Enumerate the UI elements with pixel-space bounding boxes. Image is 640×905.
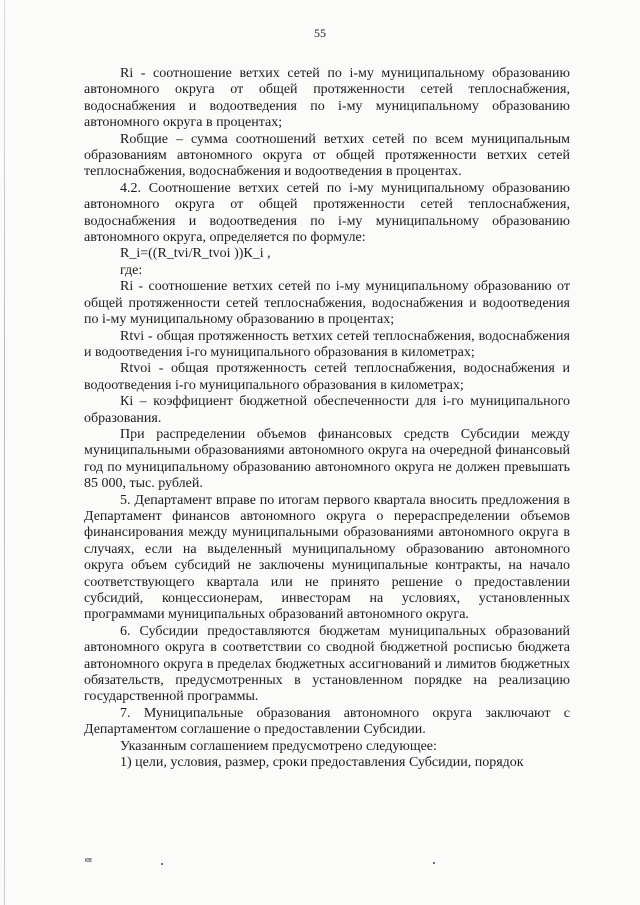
paragraph: Кi – коэффициент бюджетной обеспеченности для i-го муниципального образования. (84, 394, 570, 426)
scan-edge (4, 0, 5, 905)
paragraph: 5. Департамент вправе по итогам первого квартала вносить предложения в Департамент финансов автономного округа о перераспределении объемов финансирования между муниципальными образованиями автономного округа в случаях, если на выделенный муниципальному образованию автономного округа объем субсидий не заключены муниципальные контракты, на начало соответствующего квартала или не принято решение о предоставлении субсидий, концессионерам, инвесторам на условиях, установленных программами муниципальных образований автономного округа. (84, 492, 570, 623)
body-text (84, 66, 570, 771)
paragraph: 4.2. Соотношение ветхих сетей по i-му муниципальному образованию автономного округа от общей протяженности сетей теплоснабжения, водоснабжения и водоотведения по i-му муниципальному образованию автономного округа, определяется по формуле: (84, 180, 570, 246)
paragraph: 1) цели, условия, размер, сроки предоставления Субсидии, порядок (120, 755, 524, 771)
paragraph: При распределении объемов финансовых средств Субсидии между муниципальными образованиями автономного округа на очередной финансовый год по муниципальному образованию автономного округа не должен превышать 85 000, тыс. рублей. (84, 426, 570, 492)
paragraph: Ri - соотношение ветхих сетей по i-му муниципальному образованию автономного округа от общей протяженности сетей теплоснабжения, водоснабжения и водоотведения по i-му муниципальному образованию автономного округа в процентах; (84, 66, 570, 131)
paragraph: Rtvi - общая протяженность ветхих сетей теплоснабжения, водоснабжения и водоотведения i-го муниципального образования в километрах; (84, 328, 570, 360)
paragraph: 7. Муниципальные образования автономного округа заключают с Департаментом соглашение о предоставлении Субсидии. (84, 705, 570, 738)
paragraph: Указанным соглашением предусмотрено следующее: (120, 738, 437, 754)
paragraph: 6. Субсидии предоставляются бюджетам муниципальных образований автономного округа в соответствии со сводной бюджетной росписью бюджета автономного округа в пределах бюджетных ассигнований и лимитов бюджетных обязательств, предусмотренных в установленном порядке на реализацию государственной программы. (84, 623, 570, 705)
paragraph: Rобщие – сумма соотношений ветхих сетей по всем муниципальным образованиям автономного округа от общей протяженности ветхих сетей теплоснабжения, водоснабжения и водоотведения в процентах. (84, 131, 570, 180)
scan-speck (433, 862, 435, 864)
formula: R_i=((R_tvi/R_tvoi ))К_i , (120, 246, 271, 262)
footer-mark: кв (85, 857, 92, 864)
page-number: 55 (314, 26, 326, 40)
scan-speck (161, 863, 163, 865)
paragraph: где: (120, 262, 143, 278)
paragraph: Rtvoi - общая протяженность сетей теплоснабжения, водоснабжения и водоотведения i-го муниципального образования в километрах; (84, 361, 570, 393)
paragraph: Ri - соотношение ветхих сетей по i-му муниципальному образованию от общей протяженности сетей теплоснабжения, водоснабжения и водоотведения по i-му муниципальному образованию в процентах; (84, 279, 570, 328)
